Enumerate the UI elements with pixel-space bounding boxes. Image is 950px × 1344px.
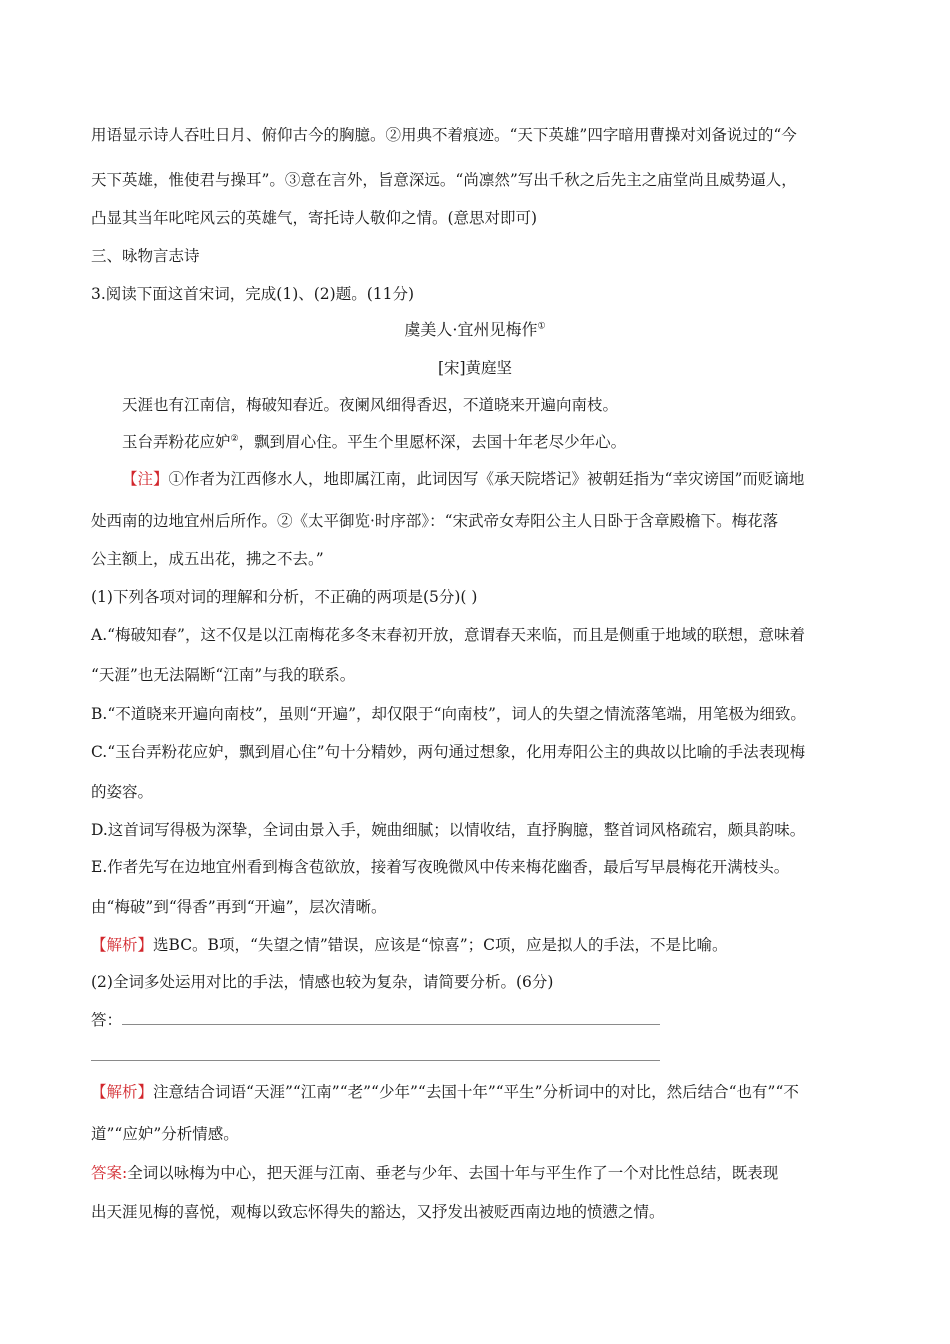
prev-answer-line-2: 天下英雄，惟使君与操耳”。③意在言外，旨意深远。“尚凛然”写出千秋之后先主之庙堂尚且威势逼人， — [91, 171, 797, 189]
option-e-line-2: 由“梅破”到“得香”再到“开遍”，层次清晰。 — [91, 898, 387, 916]
sub2-prompt: (2)全词多处运用对比的手法，情感也较为复杂，请简要分析。(6分) — [91, 973, 554, 991]
note-line-2: 处西南的边地宜州后所作。②《太平御览·时序部》：“宋武帝女寿阳公主人日卧于含章殿檐下。梅花落 — [91, 512, 779, 530]
option-a-line-1: A.“梅破知春”，这不仅是以江南梅花多冬末春初开放，意谓春天来临，而且是侧重于地域的联想，意味着 — [91, 626, 805, 644]
poem-line-2-part-2: ，飘到眉心住。平生个里愿杯深，去国十年老尽少年心。 — [238, 433, 627, 451]
option-e-line-1: E.作者先写在边地宜州看到梅含苞欲放，接着写夜晚微风中传来梅花幽香，最后写早晨梅花开满枝头。 — [91, 858, 790, 876]
option-b-line-1: B.“不道晓来开遍向南枝”，虽则“开遍”，却仅限于“向南枝”，词人的失望之情流落笔端，用笔极为细致。 — [91, 705, 806, 723]
prev-answer-line-3: 凸显其当年叱咤风云的英雄气，寄托诗人敬仰之情。(意思对即可) — [91, 209, 538, 227]
option-c-line-1: C.“玉台弄粉花应妒，飘到眉心住”句十分精妙，两句通过想象，化用寿阳公主的典故以比喻的手法表现梅 — [91, 743, 806, 761]
answer-line-2[interactable] — [91, 1060, 660, 1061]
poem-line-2-note-marker: ② — [230, 433, 239, 444]
note-line-1 — [122, 469, 870, 489]
answer-label: 答： — [91, 1011, 123, 1029]
sub2-analysis-line-1 — [91, 1082, 870, 1102]
poem-line-1: 天涯也有江南信，梅破知春近。夜阑风细得香迟，不道晓来开遍向南枝。 — [122, 396, 619, 414]
sub1-analysis-text: 选BC。B项，“失望之情”错误，应该是“惊喜”；C项，应是拟人的手法，不是比喻。 — [153, 936, 728, 954]
note-line-3: 公主额上，成五出花，拂之不去。” — [91, 550, 324, 568]
option-d-line-1: D.这首词写得极为深挚，全词由景入手，婉曲细腻；以情收结，直抒胸臆，整首词风格疏宕，颇具韵味。 — [91, 821, 806, 839]
answer-key-line-1 — [91, 1163, 870, 1183]
sub1-analysis — [91, 935, 870, 955]
option-a-line-2: “天涯”也无法隔断“江南”与我的联系。 — [91, 666, 356, 684]
sub1-prompt: (1)下列各项对词的理解和分析，不正确的两项是(5分)( ) — [91, 588, 478, 606]
sub2-analysis-label: 【解析】 — [91, 1083, 154, 1101]
poem-title-note-marker: ① — [537, 321, 546, 332]
answer-key-label: 答案: — [91, 1164, 128, 1182]
note-text-1: ①作者为江西修水人，地即属江南，此词因写《承天院塔记》被朝廷指为“幸灾谤国”而贬谪地 — [168, 470, 805, 488]
note-label: 【注】 — [122, 470, 169, 488]
answer-line-1[interactable] — [122, 1024, 660, 1025]
section-heading: 三、咏物言志诗 — [91, 247, 200, 265]
answer-key-text-1: 全词以咏梅为中心，把天涯与江南、垂老与少年、去国十年与平生作了一个对比性总结，既表现 — [127, 1164, 779, 1182]
poem-line-2 — [122, 432, 870, 452]
poem-author: [宋]黄庭坚 — [437, 359, 513, 377]
option-c-line-2: 的姿容。 — [91, 783, 154, 801]
prev-answer-line-1: 用语显示诗人吞吐日月、俯仰古今的胸臆。②用典不着痕迹。“天下英雄”四字暗用曹操对刘备说过的“今 — [91, 126, 797, 144]
poem-title-text: 虞美人·宜州见梅作 — [404, 320, 538, 339]
answer-key-line-2: 出天涯见梅的喜悦，观梅以致忘怀得失的豁达，又抒发出被贬西南边地的愤懑之情。 — [91, 1203, 665, 1221]
sub2-analysis-text-1: 注意结合词语“天涯”“江南”“老”“少年”“去国十年”“平生”分析词中的对比，然后结合“也有”“不 — [153, 1083, 799, 1101]
poem-title — [0, 320, 950, 340]
question-heading: 3.阅读下面这首宋词，完成(1)、(2)题。(11分) — [91, 285, 415, 303]
poem-line-2-part-1: 玉台弄粉花应妒 — [122, 433, 231, 451]
sub2-analysis-line-2: 道”“应妒”分析情感。 — [91, 1125, 239, 1143]
sub1-analysis-label: 【解析】 — [91, 936, 154, 954]
